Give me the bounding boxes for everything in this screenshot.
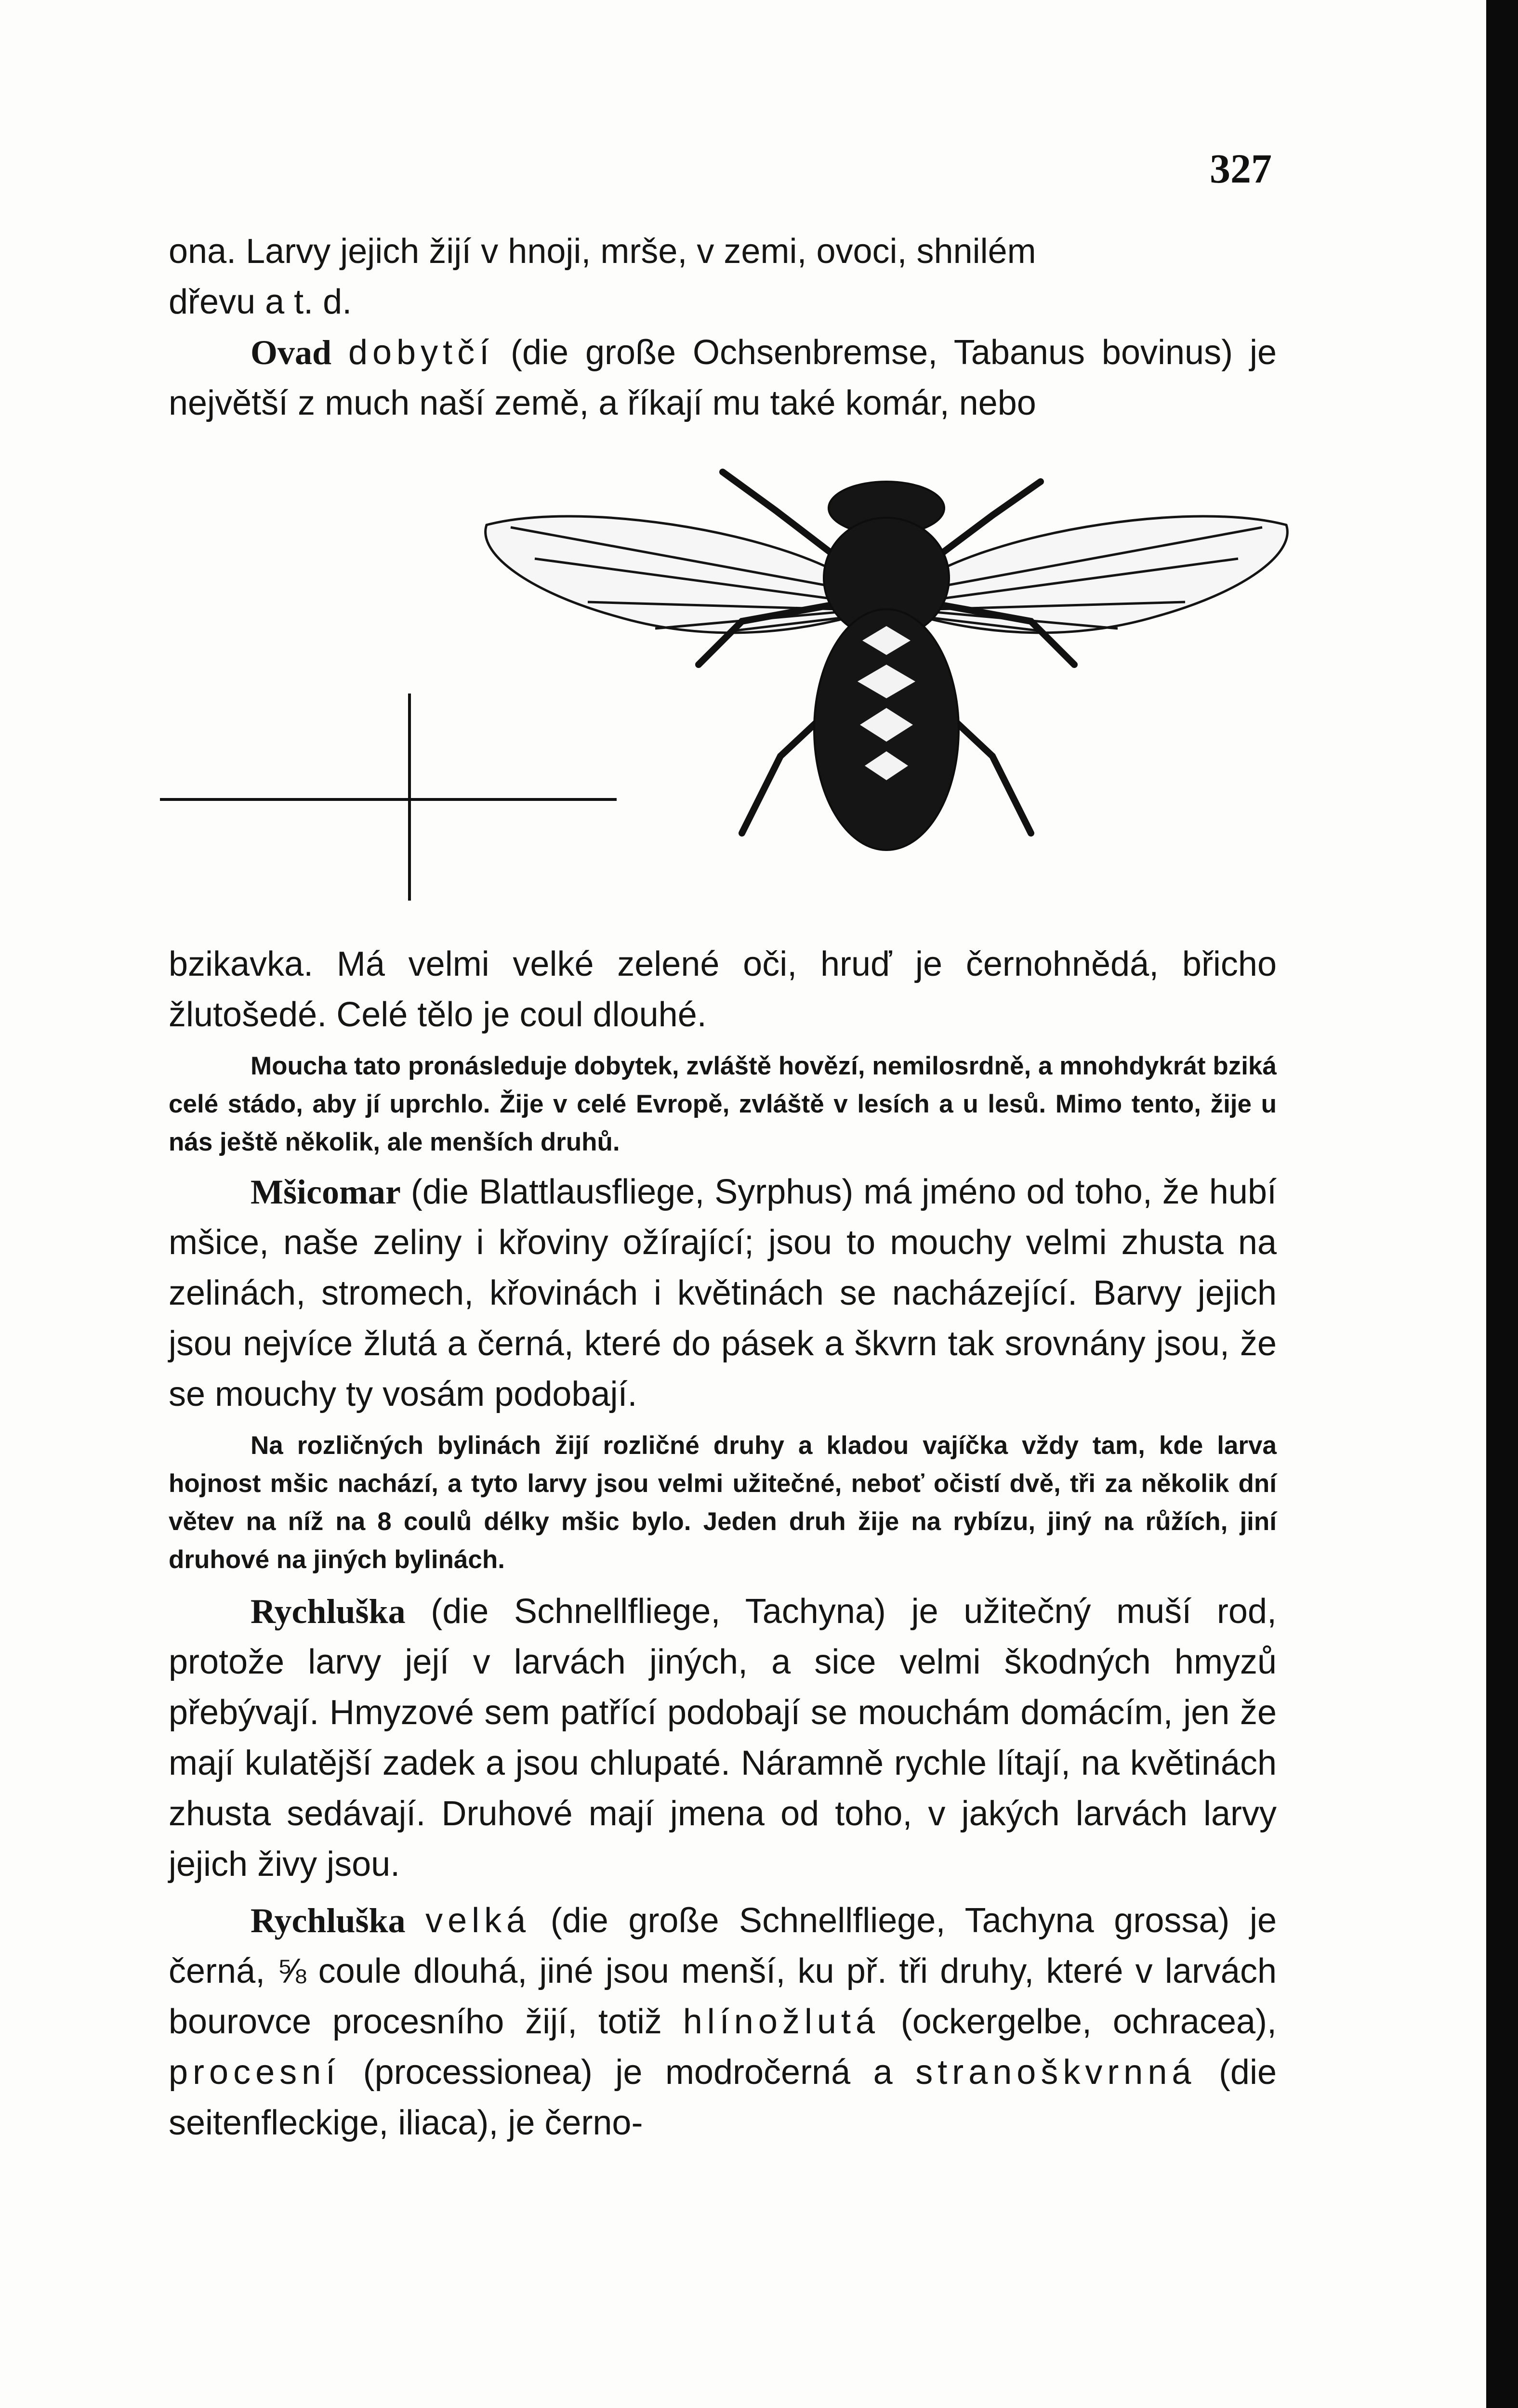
rychluska-velka-term: Rychluška	[251, 1901, 406, 1940]
horsefly-illustration	[472, 414, 1301, 886]
rychluska-velka-paragraph	[169, 1896, 1277, 2148]
rychluska-velka-text-a: (die große Schnellfliege, Tachyna grossa) je černá,	[169, 1901, 1277, 1990]
ovad-term: Ovad	[251, 333, 332, 372]
fraction: ⅝	[277, 1952, 306, 1990]
rychluska-velka-text-e: (die seitenfleckige, iliaca), je černo-	[169, 2053, 1277, 2142]
ovad-text-a: (die große Ochsenbremse, Tabanus bovinus) je největší z much naší země, a říkají mu také komár, nebo	[169, 333, 1277, 422]
ovad-note: Moucha tato pronásleduje dobytek, zvláště hovězí, nemilosrdně, a mnohdykrát bziká celé stádo, aby jí uprchlo. Žije v celé Evropě, zvláště v lesích a u lesů. Mimo tento, žije u nás ještě několik, ale menších druhů.	[169, 1052, 1277, 1156]
rychluska-velka-text-b: coule dlouhá, jiné jsou menší, ku př. tři druhy, které v larvách bourovce procesního žijí, totiž	[169, 1952, 1277, 2041]
msicomar-paragraph	[169, 1167, 1277, 1420]
msicomar-text: (die Blattlausfliege, Syrphus) má jméno od toho, že hubí mšice, naše zeliny i křoviny ožírající; jsou to mouchy velmi zhusta na zelinách, stromech, křovinách i květinách se nacházející. Barvy jejich jsou nejvíce žlutá a černá, které do pásek a škvrn tak srovnány jsou, že se mouchy ty vosám podobají.	[169, 1173, 1277, 1413]
rychluska-term: Rychluška	[251, 1592, 406, 1631]
rychluska-velka-text-c: (ockergelbe, ochracea),	[879, 2002, 1277, 2041]
page-number: 327	[1210, 145, 1272, 192]
msicomar-term: Mšicomar	[251, 1173, 401, 1211]
top-paragraph-line-1: ona. Larvy jejich žijí v hnoji, mrše, v zemi, ovoci, shnilém	[169, 232, 1036, 271]
main-text	[169, 939, 1277, 2148]
top-paragraph-line-2: dřevu a t. d.	[169, 283, 352, 321]
rychluska-paragraph	[169, 1586, 1277, 1890]
ovad-paragraph-continued: bzikavka. Má velmi velké zelené oči, hruď je černohnědá, břicho žlutošedé. Celé tělo je coul dlouhé.	[169, 945, 1277, 1034]
ovad-term2: dobytčí	[348, 333, 494, 372]
intro-text	[169, 226, 1277, 429]
ovad-paragraph-start	[169, 327, 1277, 429]
rychluska-velka-text-d: (processionea) je modročerná a	[340, 2053, 916, 2092]
msicomar-note: Na rozličných bylinách žijí rozličné druhy a kladou vajíčka vždy tam, kde larva hojnost mšic nachází, a tyto larvy jsou velmi užitečné, neboť očistí dvě, tři za několik dní větev na níž na 8 coulů délky mšic bylo. Jeden druh žije na rybízu, jiný na růžích, jiní druhové na jiných bylinách.	[169, 1431, 1277, 1574]
species-hlinozluta: hlínožlutá	[683, 2002, 880, 2041]
rychluska-text: (die Schnellfliege, Tachyna) je užitečný muší rod, protože larvy její v larvách jiných, a sice velmi škodných hmyzů přebývají. Hmyzové sem patřící podobají se mouchám domácím, jen že mají kulatější zadek a jsou chlupaté. Náramně rychle lítají, na květinách zhusta sedávají. Druhové mají jmena od toho, v jakých larvách larvy jejich živy jsou.	[169, 1592, 1277, 1884]
species-stranoskvrnna: stranoškvrnná	[915, 2053, 1196, 2092]
book-edge	[1486, 0, 1518, 2408]
species-procesni: procesní	[169, 2053, 341, 2092]
rychluska-velka-term2: velká	[425, 1901, 531, 1940]
